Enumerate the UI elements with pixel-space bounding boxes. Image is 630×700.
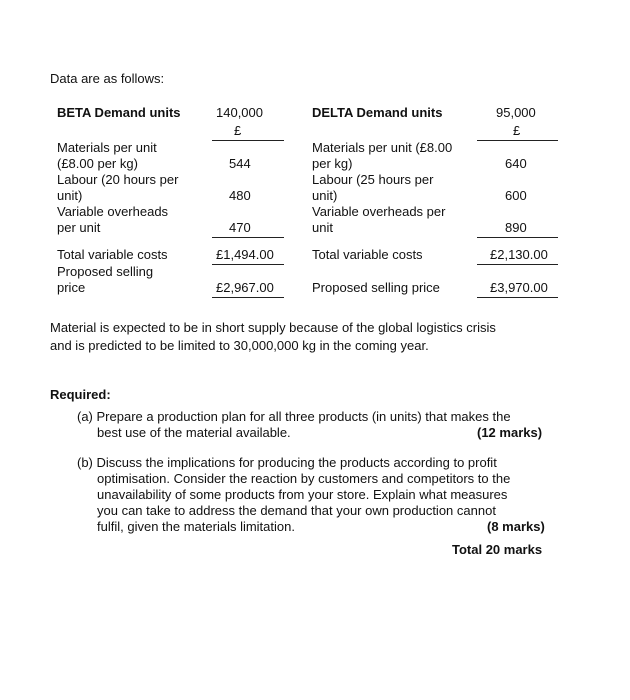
part-b-line-3: unavailability of some products from your store. Explain what measures xyxy=(97,487,508,502)
beta-price-label-1: Proposed selling xyxy=(57,264,154,279)
beta-labour-value: 480 xyxy=(229,188,251,203)
part-b-line-1: (b) Discuss the implications for producing the products according to profit xyxy=(77,455,497,470)
beta-labour-label-2: unit) xyxy=(57,188,83,203)
delta-labour-label-2: unit) xyxy=(312,188,338,203)
required-heading: Required: xyxy=(50,387,111,402)
beta-price-underline xyxy=(212,297,284,298)
delta-price-label: Proposed selling price xyxy=(312,280,440,295)
beta-materials-label-2: (£8.00 per kg) xyxy=(57,156,138,171)
delta-overheads-value: 890 xyxy=(505,220,527,235)
beta-header-underline xyxy=(212,140,284,141)
delta-total-value: £2,130.00 xyxy=(490,247,548,262)
material-note-line-1: Material is expected to be in short supply because of the global logistics crisis xyxy=(50,320,496,335)
beta-overheads-underline xyxy=(212,237,284,238)
part-b-line-2: optimisation. Consider the reaction by customers and competitors to the xyxy=(97,471,511,486)
beta-total-value: £1,494.00 xyxy=(216,247,274,262)
delta-header-underline xyxy=(477,140,558,141)
beta-currency: £ xyxy=(234,123,242,138)
total-marks: Total 20 marks xyxy=(452,542,543,557)
part-a-marks: (12 marks) xyxy=(477,425,543,440)
delta-labour-value: 600 xyxy=(505,188,527,203)
delta-materials-label-2: per kg) xyxy=(312,156,353,171)
beta-price-value: £2,967.00 xyxy=(216,280,274,295)
delta-overheads-underline xyxy=(477,237,558,238)
beta-overheads-label-1: Variable overheads xyxy=(57,204,169,219)
beta-overheads-value: 470 xyxy=(229,220,251,235)
beta-demand-units: 140,000 xyxy=(216,105,263,120)
delta-overheads-label-1: Variable overheads per xyxy=(312,204,446,219)
delta-total-underline xyxy=(477,264,558,265)
intro-text: Data are as follows: xyxy=(50,71,165,86)
delta-labour-label-1: Labour (25 hours per xyxy=(312,172,434,187)
part-b-line-4: you can take to address the demand that your own production cannot xyxy=(97,503,496,518)
part-b-line-5: fulfil, given the materials limitation. xyxy=(97,519,295,534)
material-note-line-2: and is predicted to be limited to 30,000,000 kg in the coming year. xyxy=(50,338,429,353)
delta-total-label: Total variable costs xyxy=(312,247,423,262)
delta-currency: £ xyxy=(513,123,521,138)
delta-demand-units: 95,000 xyxy=(496,105,536,120)
delta-price-underline xyxy=(477,297,558,298)
beta-overheads-label-2: per unit xyxy=(57,220,101,235)
part-b-marks: (8 marks) xyxy=(487,519,545,534)
delta-materials-label-1: Materials per unit (£8.00 xyxy=(312,140,453,155)
delta-overheads-label-2: unit xyxy=(312,220,333,235)
delta-header: DELTA Demand units xyxy=(312,105,443,120)
part-a-line-2: best use of the material available. xyxy=(97,425,291,440)
beta-materials-value: 544 xyxy=(229,156,251,171)
beta-total-underline xyxy=(212,264,284,265)
beta-labour-label-1: Labour (20 hours per xyxy=(57,172,179,187)
beta-materials-label-1: Materials per unit xyxy=(57,140,157,155)
delta-materials-value: 640 xyxy=(505,156,527,171)
beta-header: BETA Demand units xyxy=(57,105,181,120)
delta-price-value: £3,970.00 xyxy=(490,280,548,295)
part-a-line-1: (a) Prepare a production plan for all three products (in units) that makes the xyxy=(77,409,511,424)
beta-price-label-2: price xyxy=(57,280,86,295)
beta-total-label: Total variable costs xyxy=(57,247,168,262)
